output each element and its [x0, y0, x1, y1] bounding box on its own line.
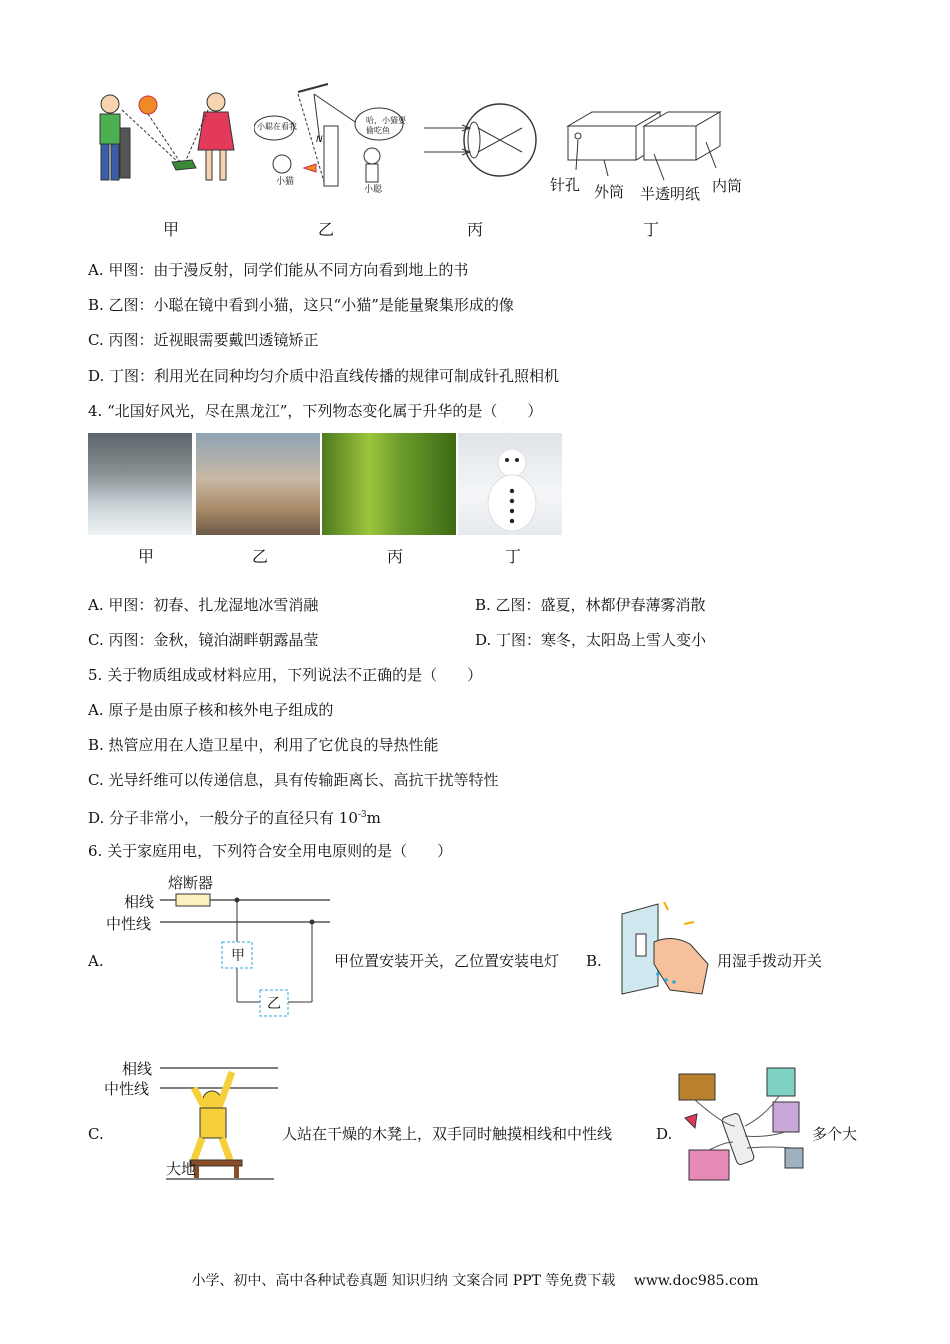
q3-caption-yi: 乙 [318, 220, 335, 239]
circuit-jia-label: 甲 [231, 948, 245, 964]
q4-caption-yi: 乙 [252, 547, 269, 566]
c-ground-label: 大地 [166, 1160, 197, 1178]
yi-normal-label: N [316, 135, 323, 145]
circuit-live-label: 相线 [124, 893, 155, 911]
q6-option-d-text: 多个大 [812, 1125, 858, 1143]
overloaded-socket-figure [675, 1056, 809, 1186]
page-footer: 小学、初中、高中各种试卷真题 知识归纳 文案合同 PPT 等免费下载 www.doc985.com [191, 1273, 759, 1289]
q6-option-c-text: 人站在干燥的木凳上，双手同时触摸相线和中性线 [282, 1125, 613, 1143]
q4-option-d: D. 丁图：寒冬，太阳岛上雪人变小 [475, 631, 707, 649]
circuit-yi-label: 乙 [267, 996, 281, 1012]
q6-option-b-letter: B. [586, 952, 602, 970]
c-live-label: 相线 [122, 1060, 153, 1078]
yi-bubble-right: 哈，小猫要偷吃鱼 [366, 116, 406, 135]
ding-pinhole-label: 针孔 [550, 176, 581, 194]
q6-option-c-letter: C. [88, 1125, 104, 1143]
photo-ding-snowman [458, 433, 562, 535]
q5-option-b: B. 热管应用在人造卫星中，利用了它优良的导热性能 [88, 736, 439, 754]
figure-jia-diffuse-reflection [92, 88, 242, 190]
figure-ding-pinhole-camera [556, 104, 736, 186]
q3-option-b: B. 乙图：小聪在镜中看到小猫，这只“小猫”是能量聚集形成的像 [88, 296, 514, 314]
yi-boy-label: 小聪 [364, 185, 383, 195]
q4-option-c: C. 丙图：金秋，镜泊湖畔朝露晶莹 [88, 631, 319, 649]
q4-option-b: B. 乙图：盛夏，林都伊春薄雾消散 [475, 596, 706, 614]
q5-option-d-unit: m [366, 809, 381, 827]
q3-caption-bing: 丙 [467, 220, 484, 239]
q3-caption-ding: 丁 [643, 220, 660, 239]
ding-outer-label: 外筒 [594, 183, 625, 201]
circuit-fuse-label: 熔断器 [168, 874, 214, 892]
q3-caption-jia: 甲 [163, 220, 180, 239]
wet-hand-switch-figure [614, 894, 714, 998]
circuit-neutral-label: 中性线 [106, 915, 152, 933]
c-neutral-label: 中性线 [104, 1080, 150, 1098]
q5-stem: 5. 关于物质组成或材料应用，下列说法不正确的是（ ） [88, 666, 483, 684]
q4-caption-bing: 丙 [387, 547, 404, 566]
q6-option-a-text: 甲位置安装开关，乙位置安装电灯 [334, 952, 560, 970]
photo-bing-dew [322, 433, 456, 535]
q5-option-d-text: D. 分子非常小，一般分子的直径只有 10 [88, 809, 358, 827]
ding-paper-label: 半透明纸 [640, 185, 701, 203]
circuit-diagram [160, 890, 340, 1030]
ding-inner-label: 内筒 [712, 177, 743, 195]
photo-jia-melting-ice [88, 433, 192, 535]
photo-yi-mist [196, 433, 320, 535]
q4-caption-ding: 丁 [505, 547, 522, 566]
q6-stem: 6. 关于家庭用电，下列符合安全用电原则的是（ ） [88, 842, 453, 860]
q3-option-d: D. 丁图：利用光在同种均匀介质中沿直线传播的规律可制成针孔照相机 [88, 367, 560, 385]
q5-option-d [88, 805, 381, 828]
q4-option-a: A. 甲图：初春、扎龙湿地冰雪消融 [88, 596, 319, 614]
q6-option-a-letter: A. [88, 952, 104, 970]
q5-option-c: C. 光导纤维可以传递信息，具有传输距离长、高抗干扰等特性 [88, 771, 499, 789]
yi-cat-label: 小猫 [276, 177, 295, 187]
q4-stem: 4. “北国好风光，尽在黑龙江”，下列物态变化属于升华的是（ ） [88, 402, 543, 420]
figure-bing-eye [420, 100, 540, 188]
q6-option-d-letter: D. [656, 1125, 673, 1143]
q5-option-d-exponent: -3 [357, 810, 367, 820]
q6-option-b-text: 用湿手拨动开关 [717, 952, 823, 970]
q3-option-c: C. 丙图：近视眼需要戴凹透镜矫正 [88, 331, 319, 349]
yi-bubble-left: 小聪在看我 [257, 122, 297, 131]
q4-caption-jia: 甲 [138, 547, 155, 566]
q3-option-a: A. 甲图：由于漫反射，同学们能从不同方向看到地上的书 [88, 261, 469, 279]
q5-option-a: A. 原子是由原子核和核外电子组成的 [88, 701, 334, 719]
